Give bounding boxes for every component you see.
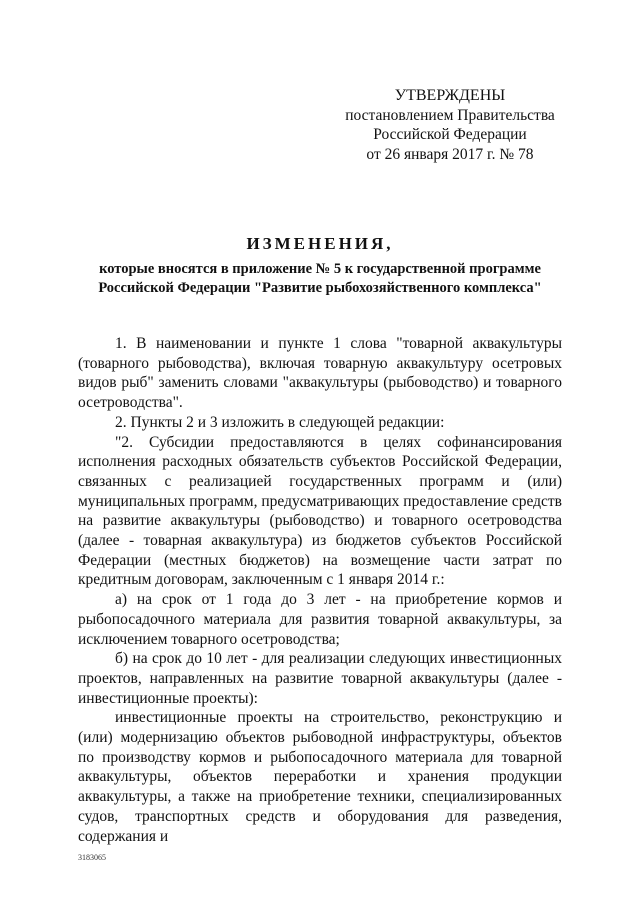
- subtitle-line-2: Российской Федерации "Развитие рыбохозяйственного комплекса": [98, 280, 542, 296]
- paragraph-3: "2. Субсидии предоставляются в целях софинансирования исполнения расходных обязательств субъектов Российской Федерации, связанных с реализацией государственных программ и (или) муниципальных программ, предусматривающих предоставление средств на развитие аквакультуры (рыбоводство) и товарного осетроводства (далее - товарная аквакультура) из бюджетов субъектов Российской Федерации (местных бюджетов) на возмещение части затрат по кредитным договорам, заключенным с 1 января 2014 г.:: [78, 433, 562, 589]
- document-body: [78, 334, 562, 846]
- approval-heading: УТВЕРЖДЕНЫ: [394, 87, 506, 104]
- paragraph-5: б) на срок до 10 лет - для реализации следующих инвестиционных проектов, направленных на развитие товарной аквакультуры (далее - инвестиционные проекты):: [78, 650, 562, 707]
- paragraph-6: инвестиционные проекты на строительство, реконструкцию и (или) модернизацию объектов рыбоводной инфраструктуры, объектов по производству кормов и рыбопосадочного материала для товарной аквакультуры, объектов переработки и хранения продукции аквакультуры, а также на приобретение техники, специализированных судов, транспортных средств и оборудования для разведения, содержания и: [78, 709, 562, 845]
- approval-line-2: Российской Федерации: [373, 126, 527, 143]
- paragraph-4: а) на срок от 1 года до 3 лет - на приобретение кормов и рыбопосадочного материала для развития товарной аквакультуры, за исключением товарного осетроводства;: [78, 591, 562, 648]
- document-code: 3183065: [78, 853, 106, 862]
- paragraph-2: 2. Пункты 2 и 3 изложить в следующей редакции:: [115, 413, 445, 431]
- subtitle-line-1: которые вносятся в приложение № 5 к государственной программе: [99, 261, 541, 277]
- approval-line-1: постановлением Правительства: [345, 106, 555, 124]
- paragraph-1: 1. В наименовании и пункте 1 слова "товарной аквакультуры (товарного рыбоводства), включая товарную аквакультуру осетровых видов рыб" заменить словами "аквакультуры (рыбоводство) и товарного осетроводства".: [78, 335, 562, 412]
- document-title: ИЗМЕНЕНИЯ,: [246, 234, 394, 253]
- approval-block: [330, 86, 570, 164]
- approval-line-3: от 26 января 2017 г. № 78: [366, 145, 534, 163]
- document-subtitle: [60, 260, 580, 298]
